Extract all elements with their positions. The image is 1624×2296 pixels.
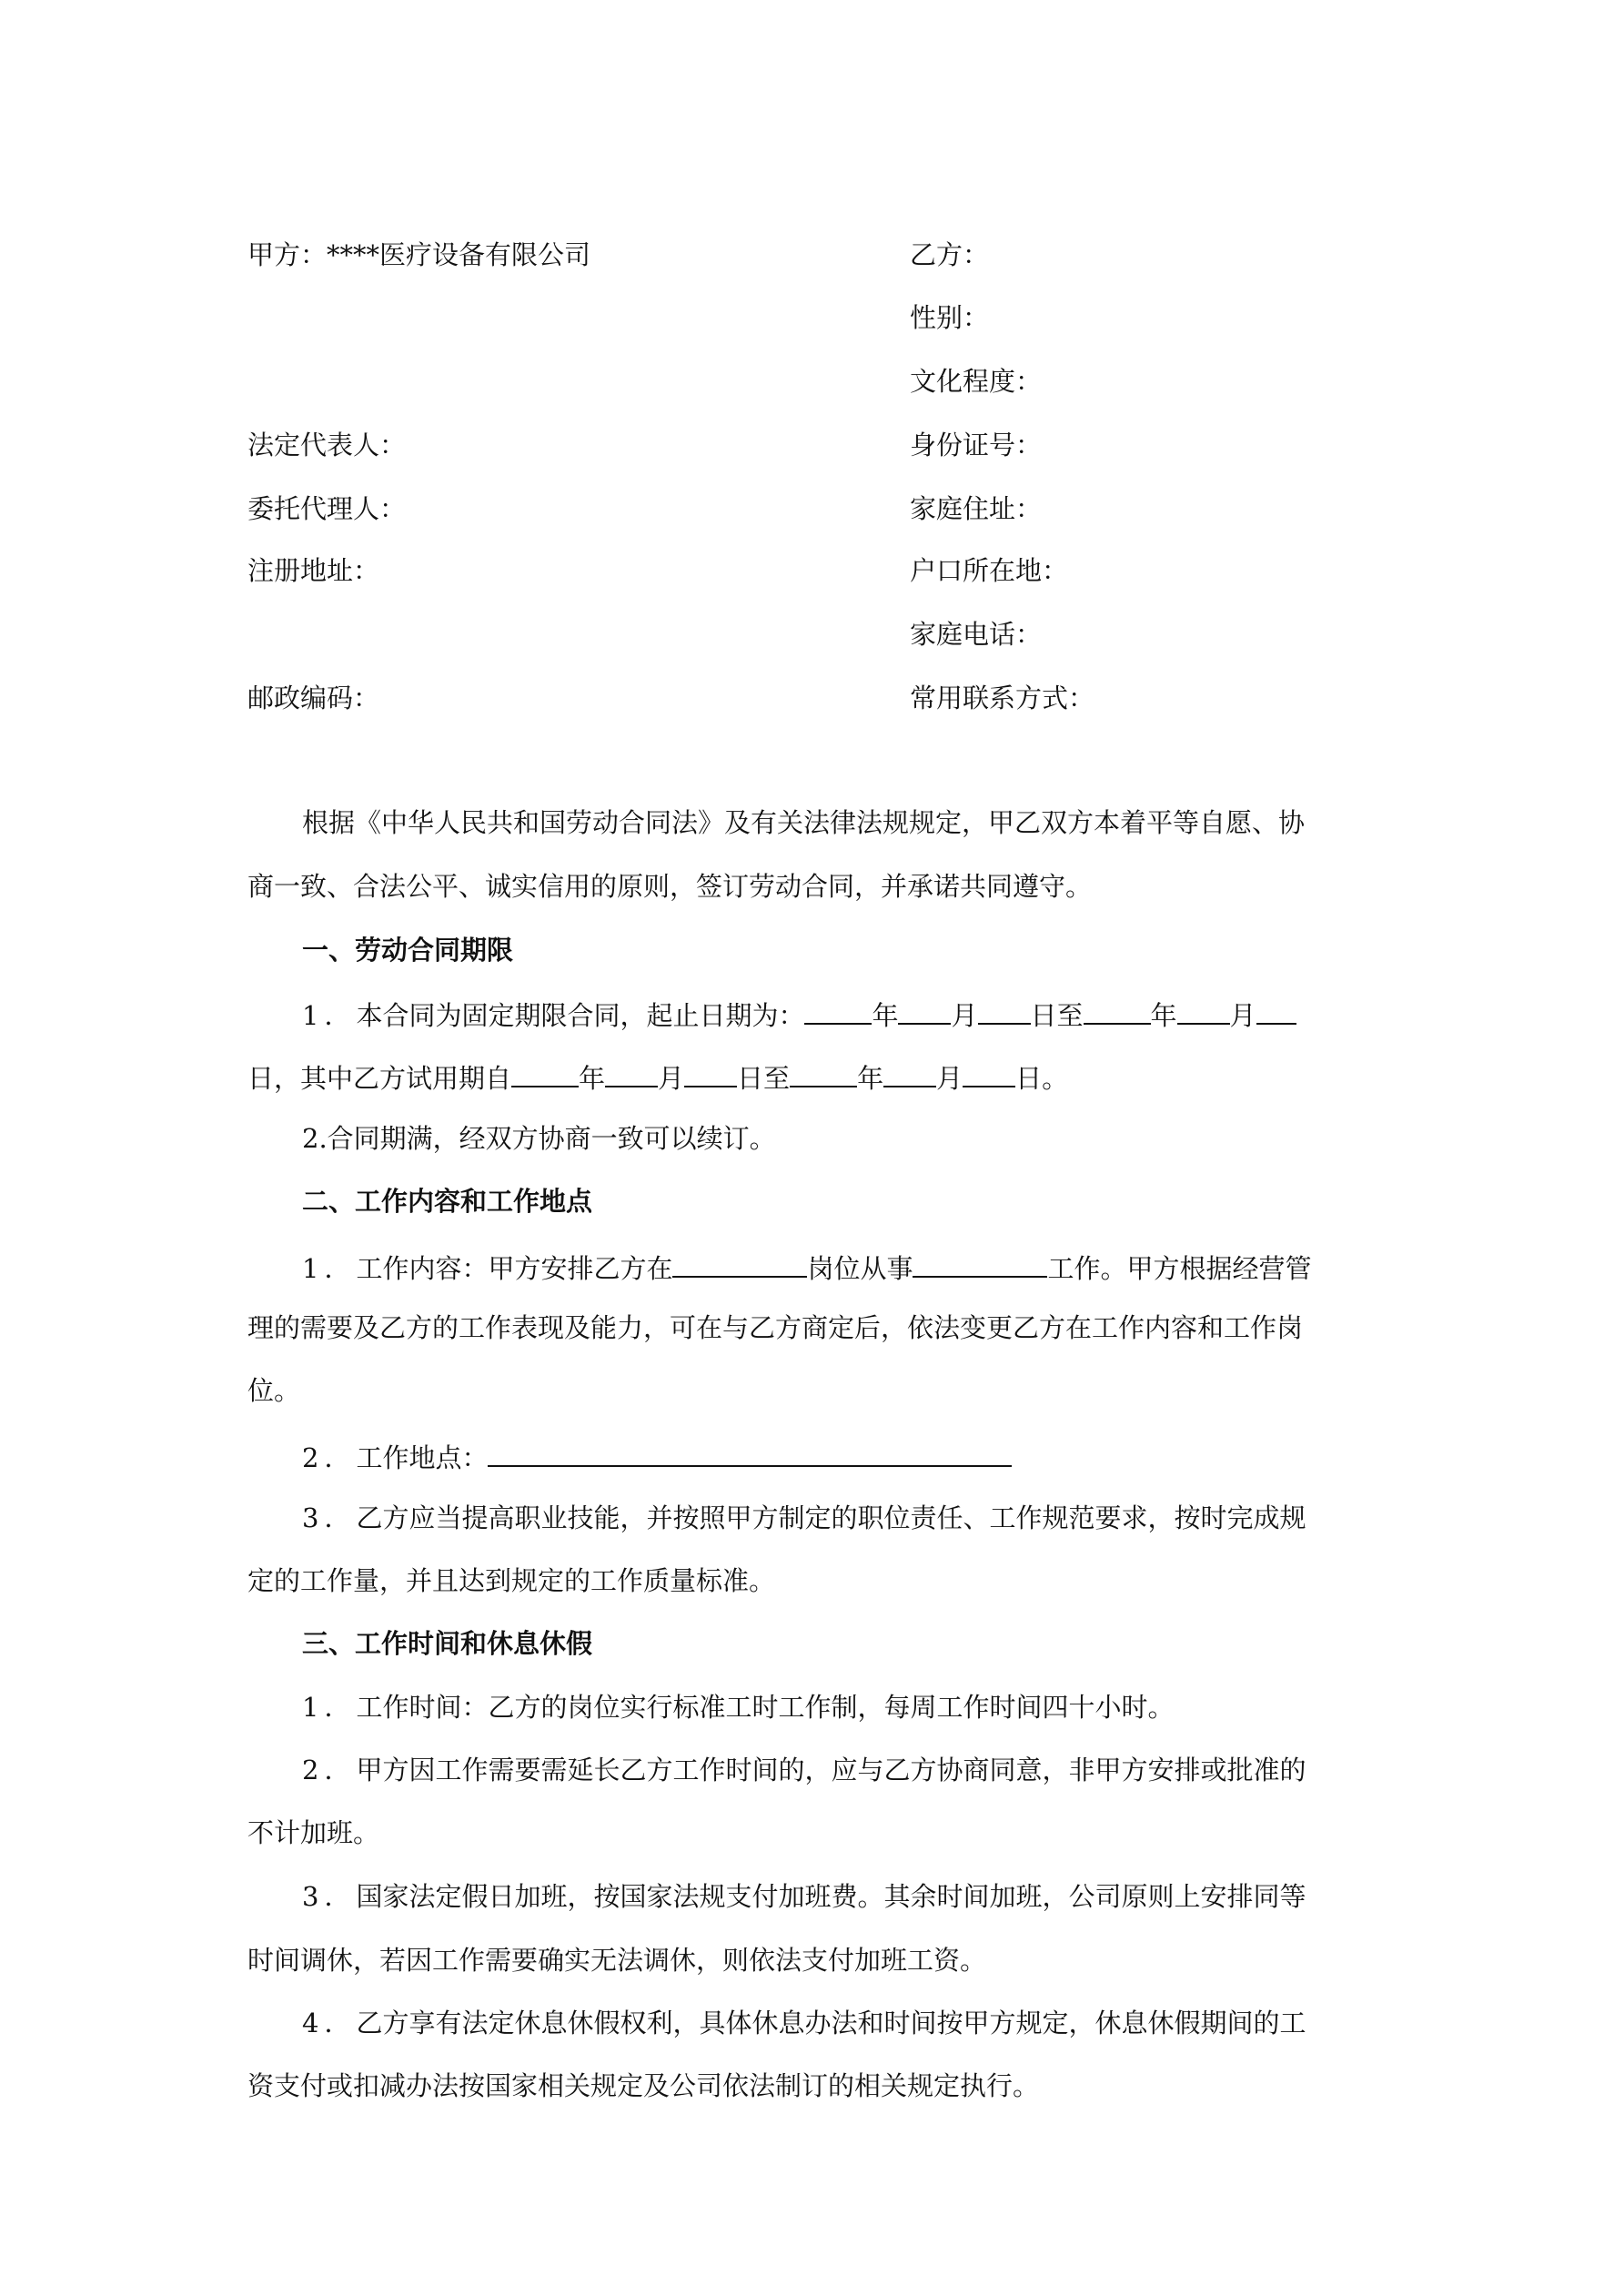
party-b-gender: 性别： bbox=[910, 302, 990, 333]
clause-number: 2． bbox=[302, 1755, 357, 1785]
section-1-clause-1-line-2: 日，其中乙方试用期自 年 月 日至 年 月 日。 bbox=[247, 1063, 1069, 1094]
section-2-clause-1-line-1: 1．工作内容：甲方安排乙方在 岗位从事 工作。甲方根据经营管 bbox=[302, 1253, 1312, 1284]
blank-field bbox=[883, 1062, 936, 1087]
section-2-clause-3-line-2: 定的工作量，并且达到规定的工作质量标准。 bbox=[247, 1565, 776, 1596]
party-a-agent: 委托代理人： bbox=[247, 493, 407, 524]
clause-number: 1． bbox=[302, 1000, 357, 1031]
party-b-id-no: 身份证号： bbox=[910, 430, 1043, 460]
section-2-clause-2: 2．工作地点： bbox=[302, 1441, 1012, 1472]
section-3-heading: 三、工作时间和休息休假 bbox=[302, 1628, 593, 1659]
blank-field bbox=[1177, 999, 1230, 1025]
party-b-education: 文化程度： bbox=[910, 366, 1043, 397]
section-3-clause-1: 1．工作时间：乙方的岗位实行标准工时工作制，每周工作时间四十小时。 bbox=[302, 1692, 1175, 1723]
party-b-contact: 常用联系方式： bbox=[910, 683, 1095, 713]
section-3-clause-3-line-1: 3．国家法定假日加班，按国家法规支付加班费。其余时间加班，公司原则上安排同等 bbox=[302, 1881, 1306, 1912]
blank-field bbox=[1084, 999, 1151, 1025]
section-1-clause-2: 2.合同期满，经双方协商一致可以续订。 bbox=[302, 1123, 776, 1154]
section-1-heading: 一、劳动合同期限 bbox=[302, 935, 514, 966]
blank-field bbox=[511, 1062, 579, 1087]
party-b-home-address: 家庭住址： bbox=[910, 493, 1043, 524]
section-3-clause-4-line-1: 4．乙方享有法定休息休假权利，具体休息办法和时间按甲方规定，休息休假期间的工 bbox=[302, 2008, 1306, 2038]
party-b-hukou: 户口所在地： bbox=[910, 555, 1069, 586]
section-2-clause-3-line-1: 3．乙方应当提高职业技能，并按照甲方制定的职位责任、工作规范要求，按时完成规 bbox=[302, 1502, 1306, 1533]
blank-field bbox=[605, 1062, 658, 1087]
clause-number: 1． bbox=[302, 1692, 357, 1723]
section-3-clause-3-line-2: 时间调休，若因工作需要确实无法调休，则依法支付加班工资。 bbox=[247, 1945, 987, 1976]
intro-line-2: 商一致、合法公平、诚实信用的原则，签订劳动合同，并承诺共同遵守。 bbox=[247, 871, 1093, 902]
blank-field bbox=[898, 999, 951, 1025]
blank-field bbox=[488, 1441, 1012, 1467]
party-a-reg-address: 注册地址： bbox=[247, 555, 380, 586]
section-2-clause-1-line-2: 理的需要及乙方的工作表现及能力，可在与乙方商定后，依法变更乙方在工作内容和工作岗 bbox=[247, 1312, 1304, 1343]
clause-number: 1． bbox=[302, 1253, 357, 1284]
section-1-clause-1-line-1: 1．本合同为固定期限合同，起止日期为： 年 月 日至 年 月 bbox=[302, 999, 1296, 1029]
blank-field bbox=[1256, 999, 1296, 1025]
clause-number: 3． bbox=[302, 1881, 357, 1912]
intro-line-1: 根据《中华人民共和国劳动合同法》及有关法律法规规定，甲乙双方本着平等自愿、协 bbox=[302, 807, 1306, 838]
party-a-name: 甲方：****医疗设备有限公司 bbox=[247, 239, 591, 270]
blank-field bbox=[790, 1062, 857, 1087]
party-b-name: 乙方： bbox=[910, 239, 990, 270]
section-2-heading: 二、工作内容和工作地点 bbox=[302, 1186, 593, 1217]
blank-field bbox=[672, 1252, 807, 1278]
section-3-clause-2-line-1: 2．甲方因工作需要需延长乙方工作时间的，应与乙方协商同意，非甲方安排或批准的 bbox=[302, 1755, 1306, 1785]
clause-number: 2． bbox=[302, 1442, 357, 1473]
clause-number: 3． bbox=[302, 1502, 357, 1533]
blank-field bbox=[804, 999, 872, 1025]
section-2-clause-1-line-3: 位。 bbox=[247, 1375, 301, 1406]
blank-field bbox=[963, 1062, 1015, 1087]
clause-number: 4． bbox=[302, 2008, 357, 2038]
party-a-postcode: 邮政编码： bbox=[247, 683, 380, 713]
blank-field bbox=[684, 1062, 737, 1087]
section-3-clause-2-line-2: 不计加班。 bbox=[247, 1817, 380, 1848]
party-a-legal-rep: 法定代表人： bbox=[247, 430, 407, 460]
blank-field bbox=[913, 1252, 1047, 1278]
party-b-home-phone: 家庭电话： bbox=[910, 619, 1043, 650]
section-3-clause-4-line-2: 资支付或扣减办法按国家相关规定及公司依法制订的相关规定执行。 bbox=[247, 2070, 1040, 2101]
blank-field bbox=[978, 999, 1031, 1025]
